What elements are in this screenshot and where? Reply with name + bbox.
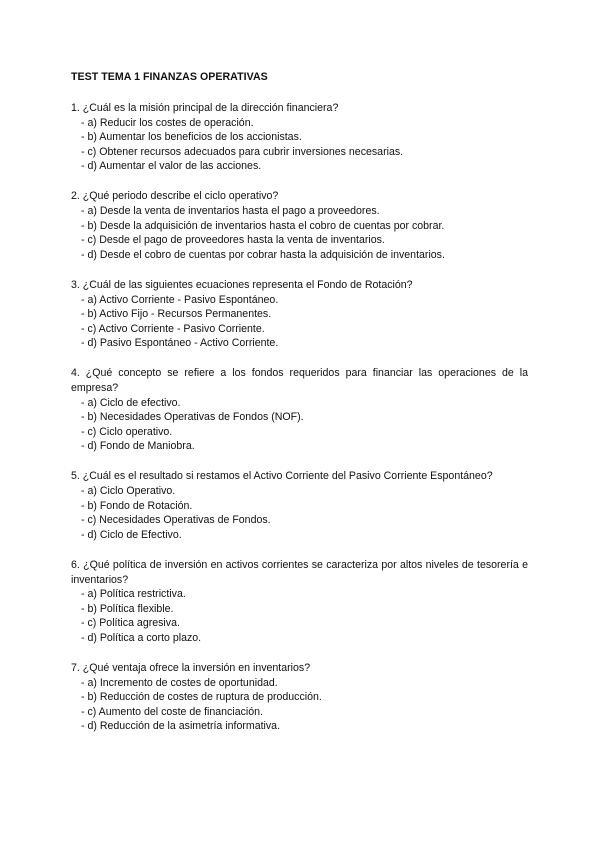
option-d: - d) Fondo de Maniobra.: [81, 440, 195, 453]
option-a: - a) Ciclo Operativo.: [81, 485, 176, 498]
question-7: [71, 661, 528, 734]
options-list: [71, 484, 528, 542]
option-c: - c) Política agresiva.: [81, 617, 180, 630]
option-c: - c) Activo Corriente - Pasivo Corriente.: [81, 322, 265, 335]
option-b: - b) Activo Fijo - Recursos Permanentes.: [81, 308, 272, 321]
option-a: - a) Política restrictiva.: [81, 588, 186, 601]
option-b: - b) Aumentar los beneficios de los accionistas.: [81, 131, 302, 144]
option-c: - c) Desde el pago de proveedores hasta la venta de inventarios.: [81, 234, 385, 247]
option-a: - a) Activo Corriente - Pasivo Espontáneo.: [81, 293, 279, 306]
question-5: [71, 469, 528, 542]
options-list: [71, 204, 528, 262]
option-c: - c) Necesidades Operativas de Fondos.: [81, 514, 271, 527]
question-2: [71, 189, 528, 262]
option-b: - b) Desde la adquisición de inventarios hasta el cobro de cuentas por cobrar.: [81, 219, 445, 232]
option-a: - a) Ciclo de efectivo.: [81, 396, 181, 409]
option-a: - a) Reducir los costes de operación.: [81, 116, 254, 129]
options-list: [71, 676, 528, 734]
document-title: TEST TEMA 1 FINANZAS OPERATIVAS: [71, 71, 268, 83]
question-4: [71, 366, 528, 454]
option-c: - c) Aumento del coste de financiación.: [81, 705, 263, 718]
options-list: [71, 587, 528, 645]
option-a: - a) Incremento de costes de oportunidad.: [81, 676, 278, 689]
options-list: [71, 396, 528, 454]
option-a: - a) Desde la venta de inventarios hasta el pago a proveedores.: [81, 205, 380, 218]
question-text: 1. ¿Cuál es la misión principal de la dirección financiera?: [71, 102, 339, 114]
option-c: - c) Obtener recursos adecuados para cubrir inversiones necesarias.: [81, 145, 404, 158]
question-text: 5. ¿Cuál es el resultado si restamos el Activo Corriente del Pasivo Corriente Espontáneo?: [71, 470, 493, 483]
question-text: 6. ¿Qué política de inversión en activos corrientes se caracteriza por altos niveles de tesorería e inventarios?: [71, 558, 528, 586]
question-text: 2. ¿Qué periodo describe el ciclo operativo?: [71, 190, 279, 203]
option-d: - d) Reducción de la asimetría informativa.: [81, 720, 281, 733]
question-1: [71, 101, 528, 174]
question-text: 7. ¿Qué ventaja ofrece la inversión en inventarios?: [71, 662, 311, 674]
options-list: [71, 293, 528, 351]
option-d: - d) Desde el cobro de cuentas por cobrar hasta la adquisición de inventarios.: [81, 248, 445, 261]
question-6: [71, 558, 528, 646]
option-d: - d) Pasivo Espontáneo - Activo Corriente.: [81, 337, 279, 350]
option-d: - d) Ciclo de Efectivo.: [81, 528, 182, 541]
option-b: - b) Necesidades Operativas de Fondos (NOF).: [81, 411, 304, 424]
question-3: [71, 278, 528, 351]
option-d: - d) Aumentar el valor de las acciones.: [81, 160, 262, 173]
option-b: - b) Reducción de costes de ruptura de producción.: [81, 691, 322, 704]
option-b: - b) Fondo de Rotación.: [81, 499, 193, 512]
question-text: 4. ¿Qué concepto se refiere a los fondos requeridos para financiar las operaciones de la empresa?: [71, 367, 528, 394]
option-d: - d) Política a corto plazo.: [81, 631, 202, 644]
option-c: - c) Ciclo operativo.: [81, 425, 173, 438]
options-list: [71, 116, 528, 174]
question-text: 3. ¿Cuál de las siguientes ecuaciones representa el Fondo de Rotación?: [71, 278, 413, 291]
option-b: - b) Política flexible.: [81, 602, 174, 615]
